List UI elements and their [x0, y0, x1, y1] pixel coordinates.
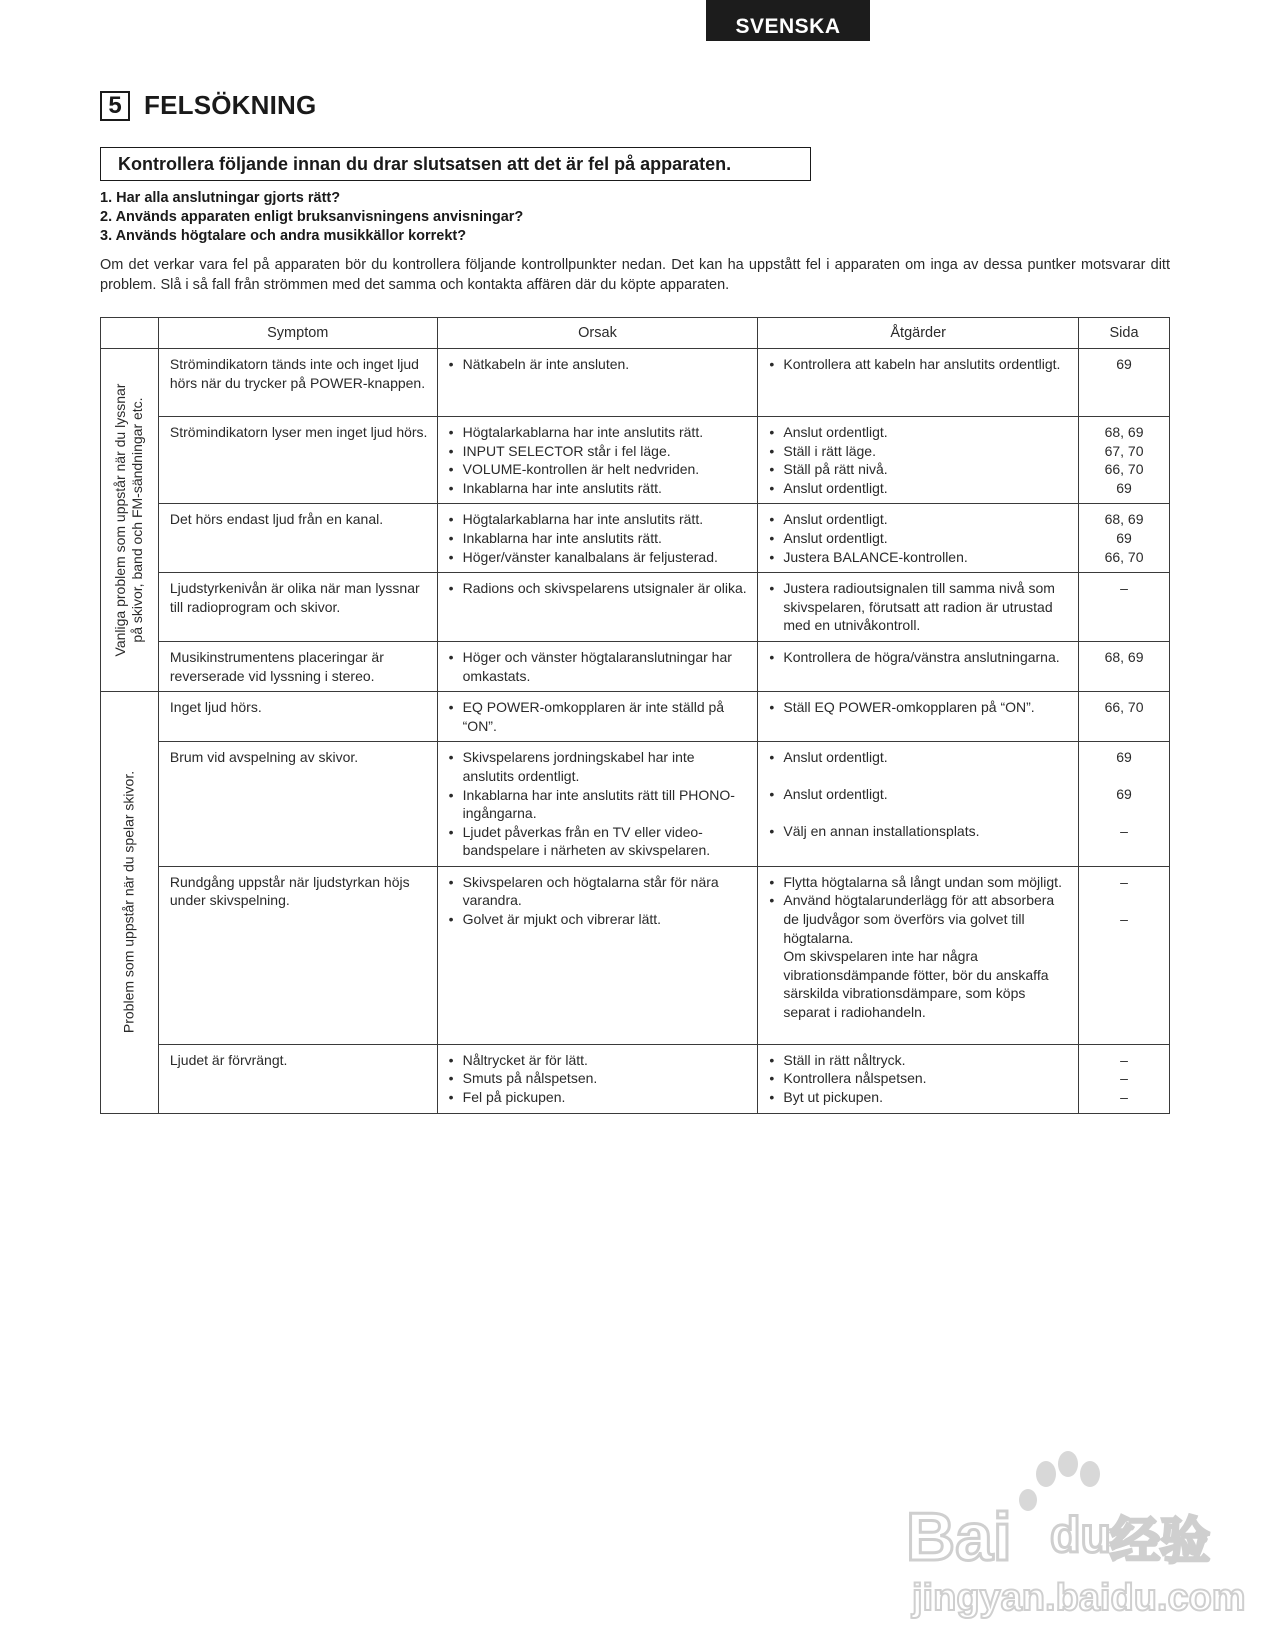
header-symptom: Symptom	[158, 318, 437, 349]
cause-cell: • Nåltrycket är för lätt. • Smuts på nålspetsen. • Fel på pickupen.	[437, 1044, 758, 1113]
cause-cell: • Högtalarkablarna har inte anslutits rätt. • Inkablarna har inte anslutits rätt. • Höger/vänster kanalbalans är feljusterad.	[437, 504, 758, 573]
cause-cell: • Skivspelaren och högtalarna står för nära varandra. • Golvet är mjukt och vibrerar lätt.	[437, 866, 758, 1044]
table-row	[101, 692, 1170, 742]
group-general-problems	[101, 349, 159, 692]
action-cell: • Flytta högtalarna så långt undan som möjligt. • Använd högtalarunderlägg för att absorbera de ljudvågor som överförs via golvet till högtalarna. Om skivspelaren inte har några vibrationsdämpande fötter, bör du anskaffa särskilda vibrationsdämpare, som köps separat i radiohandeln.	[758, 866, 1079, 1044]
svg-text:du: du	[1050, 1507, 1112, 1563]
action-note: Om skivspelaren inte har några vibrationsdämpande fötter, bör du anskaffa särskilda vibrationsdämpare, som köps separat i radiohandeln.	[783, 948, 1049, 1021]
cause-cell: • Skivspelarens jordningskabel har inte anslutits ordentligt. • Inkablarna har inte anslutits rätt till PHONO-ingångarna. • Ljudet påverkas från en TV eller video-bandspelare i närheten av skivspelaren.	[437, 742, 758, 867]
action-cell: • Kontrollera de högra/vänstra anslutningarna.	[758, 641, 1079, 691]
svg-text:jingyan.baidu.com: jingyan.baidu.com	[912, 1577, 1246, 1619]
page-cell: – –	[1079, 866, 1170, 1044]
action-cell: • Justera radioutsignalen till samma nivå som skivspelaren, förutsatt att radion är utrustad med en utnivåkontroll.	[758, 573, 1079, 642]
page-cell: 66, 70	[1079, 692, 1170, 742]
action-cell: • Anslut ordentligt. • Anslut ordentligt. • Justera BALANCE-kontrollen.	[758, 504, 1079, 573]
table-row	[101, 641, 1170, 691]
page-cell: – – –	[1079, 1044, 1170, 1113]
table-row	[101, 573, 1170, 642]
cause-cell: • Nätkabeln är inte ansluten.	[437, 349, 758, 417]
intro-paragraph: Om det verkar vara fel på apparaten bör du kontrollera följande kontrollpunkter nedan. Det kan ha uppstått fel i apparaten om inga av dessa puntker motsvarar ditt problem. Slå i så fall från strömmen med det samma och kontakta affären där du köpte apparaten.	[100, 257, 1170, 293]
baidu-watermark-graphic	[900, 1440, 1246, 1620]
group-label: Problem som uppstår när du spelar skivor.	[120, 771, 137, 1034]
action-cell: • Anslut ordentligt. • Anslut ordentligt. • Välj en annan installationsplats.	[758, 742, 1079, 867]
table-row	[101, 417, 1170, 504]
symptom-cell: Strömindikatorn tänds inte och inget ljud hörs när du trycker på POWER-knappen.	[158, 349, 437, 417]
group-label: Vanliga problem som uppstår när du lyssnar på skivor, band och FM-sändningar etc.	[112, 383, 146, 657]
symptom-cell: Musikinstrumentens placeringar är reverserade vid lyssning i stereo.	[158, 641, 437, 691]
page-cell: 68, 69 69 66, 70	[1079, 504, 1170, 573]
svg-text:经验: 经验	[1110, 1512, 1210, 1570]
symptom-cell: Ljudet är förvrängt.	[158, 1044, 437, 1113]
cause-cell: • EQ POWER-omkopplaren är inte ställd på “ON”.	[437, 692, 758, 742]
header-page: Sida	[1079, 318, 1170, 349]
table-row	[101, 504, 1170, 573]
language-tab: SVENSKA	[706, 0, 870, 41]
symptom-cell: Strömindikatorn lyser men inget ljud hörs.	[158, 417, 437, 504]
troubleshooting-table	[100, 317, 1170, 1114]
header-action: Åtgärder	[758, 318, 1079, 349]
symptom-cell: Inget ljud hörs.	[158, 692, 437, 742]
questions-list	[100, 189, 523, 246]
table-row	[101, 1044, 1170, 1113]
question-item: 3. Används högtalare och andra musikkällor korrekt?	[100, 228, 467, 244]
question-item: 1. Har alla anslutningar gjorts rätt?	[100, 190, 341, 206]
table-header-row	[101, 318, 1170, 349]
table-row	[101, 349, 1170, 417]
header-group	[101, 318, 159, 349]
page-cell: 68, 69 67, 70 66, 70 69	[1079, 417, 1170, 504]
baidu-watermark	[900, 1440, 1246, 1620]
action-cell: • Ställ EQ POWER-omkopplaren på “ON”.	[758, 692, 1079, 742]
cause-cell: • Högtalarkablarna har inte anslutits rätt. • INPUT SELECTOR står i fel läge. • VOLUME-kontrollen är helt nedvriden. • Inkablarna har inte anslutits rätt.	[437, 417, 758, 504]
question-item: 2. Används apparaten enligt bruksanvisningens anvisningar?	[100, 209, 524, 225]
header-cause: Orsak	[437, 318, 758, 349]
page-cell: 69 69 –	[1079, 742, 1170, 867]
svg-text:Bai: Bai	[906, 1499, 1012, 1575]
page-cell: –	[1079, 573, 1170, 642]
check-before-box: Kontrollera följande innan du drar slutsatsen att det är fel på apparaten.	[100, 147, 811, 181]
action-cell: • Anslut ordentligt. • Ställ i rätt läge. • Ställ på rätt nivå. • Anslut ordentligt.	[758, 417, 1079, 504]
page-cell: 69	[1079, 349, 1170, 417]
action-cell: • Ställ in rätt nåltryck. • Kontrollera nålspetsen. • Byt ut pickupen.	[758, 1044, 1079, 1113]
symptom-cell: Det hörs endast ljud från en kanal.	[158, 504, 437, 573]
symptom-cell: Rundgång uppstår när ljudstyrkan höjs under skivspelning.	[158, 866, 437, 1044]
group-record-problems	[101, 692, 159, 1114]
action-cell: • Kontrollera att kabeln har anslutits ordentligt.	[758, 349, 1079, 417]
section-title: FELSÖKNING	[144, 90, 317, 120]
symptom-cell: Brum vid avspelning av skivor.	[158, 742, 437, 867]
page-cell: 68, 69	[1079, 641, 1170, 691]
table-row	[101, 742, 1170, 867]
section-number: 5	[100, 91, 130, 121]
cause-cell: • Höger och vänster högtalaranslutningar har omkastats.	[437, 641, 758, 691]
table-row	[101, 866, 1170, 1044]
cause-cell: • Radions och skivspelarens utsignaler är olika.	[437, 573, 758, 642]
section-heading	[100, 90, 316, 121]
symptom-cell: Ljudstyrkenivån är olika när man lyssnar till radioprogram och skivor.	[158, 573, 437, 642]
